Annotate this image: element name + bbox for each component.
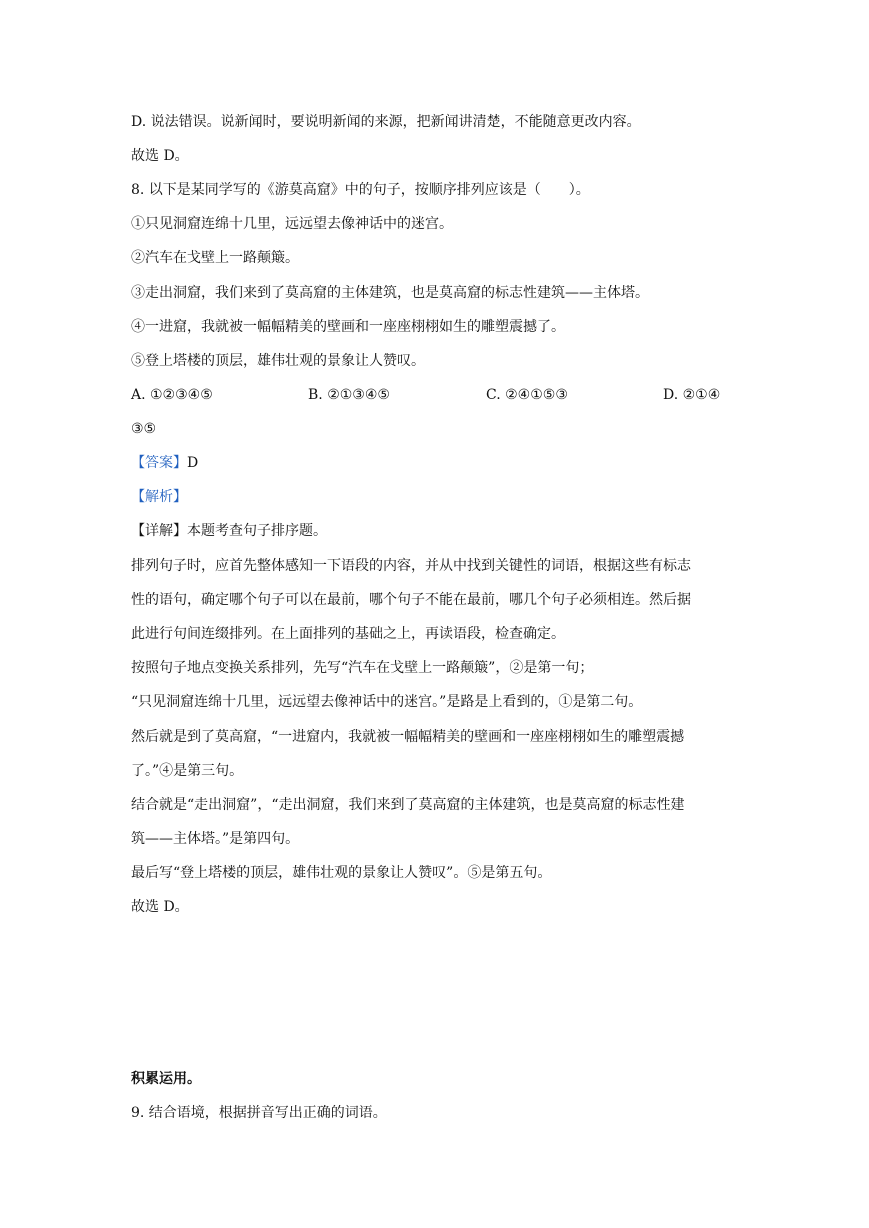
detail-label: 【详解】 (131, 523, 187, 539)
option-d: D. ②①④ (663, 387, 721, 403)
option-d-explanation: D. 说法错误。说新闻时，要说明新闻的来源，把新闻讲清楚，不能随意更改内容。 (131, 114, 641, 130)
explanation-line: “只见洞窟连绵十几里，远远望去像神话中的迷宫。”是路是上看到的，①是第二句。 (131, 694, 643, 710)
explanation-line: 性的语句，确定哪个句子可以在最前，哪个句子不能在最前，哪几个句子必须相连。然后据 (131, 592, 691, 608)
option-b: B. ②①③④⑤ (308, 387, 390, 403)
final-answer-line: 故选 D。 (131, 899, 189, 915)
answer-line (131, 453, 198, 473)
analysis-label: 【解析】 (131, 489, 187, 505)
explanation-line: 按照句子地点变换关系排列，先写“汽车在戈壁上一路颠簸”，②是第一句； (131, 660, 594, 676)
explanation-line: 最后写“登上塔楼的顶层，雄伟壮观的景象让人赞叹”。⑤是第五句。 (131, 865, 552, 881)
analysis-line (131, 487, 187, 507)
detail-line (131, 521, 327, 541)
option-a: A. ①②③④⑤ (131, 387, 213, 403)
sentence-4: ④一进窟，我就被一幅幅精美的壁画和一座座栩栩如生的雕塑震撼了。 (131, 319, 565, 335)
explanation-line: 结合就是“走出洞窟”，“走出洞窟，我们来到了莫高窟的主体建筑，也是莫高窟的标志性建 (131, 797, 685, 813)
sentence-3: ③走出洞窟，我们来到了莫高窟的主体建筑，也是莫高窟的标志性建筑——主体塔。 (131, 285, 649, 301)
detail-text: 本题考查句子排序题。 (187, 523, 327, 539)
answer-value: D (187, 455, 199, 471)
sentence-5: ⑤登上塔楼的顶层，雄伟壮观的景象让人赞叹。 (131, 353, 425, 369)
sentence-1: ①只见洞窟连绵十几里，远远望去像神话中的迷宫。 (131, 216, 453, 232)
question-8-stem: 8. 以下是某同学写的《游莫高窟》中的句子，按顺序排列应该是（ ）。 (131, 182, 590, 198)
answer-label: 【答案】 (131, 455, 187, 471)
explanation-line: 排列句子时，应首先整体感知一下语段的内容，并从中找到关键性的词语，根据这些有标志 (131, 558, 691, 574)
question-9-stem: 9. 结合语境，根据拼音写出正确的词语。 (131, 1105, 387, 1121)
explanation-line: 此进行句间连缀排列。在上面排列的基础之上，再读语段，检查确定。 (131, 626, 565, 642)
option-c: C. ②④①⑤③ (486, 387, 568, 403)
section-heading: 积累运用。 (131, 1071, 201, 1087)
option-d-continued: ③⑤ (131, 421, 157, 437)
sentence-2: ②汽车在戈壁上一路颠簸。 (131, 250, 299, 266)
explanation-line: 然后就是到了莫高窟，“一进窟内，我就被一幅幅精美的壁画和一座座栩栩如生的雕塑震撼 (131, 729, 685, 745)
explanation-line: 筑——主体塔。”是第四句。 (131, 831, 300, 847)
explanation-line: 了。”④是第三句。 (131, 763, 244, 779)
previous-answer-choice: 故选 D。 (131, 148, 189, 164)
